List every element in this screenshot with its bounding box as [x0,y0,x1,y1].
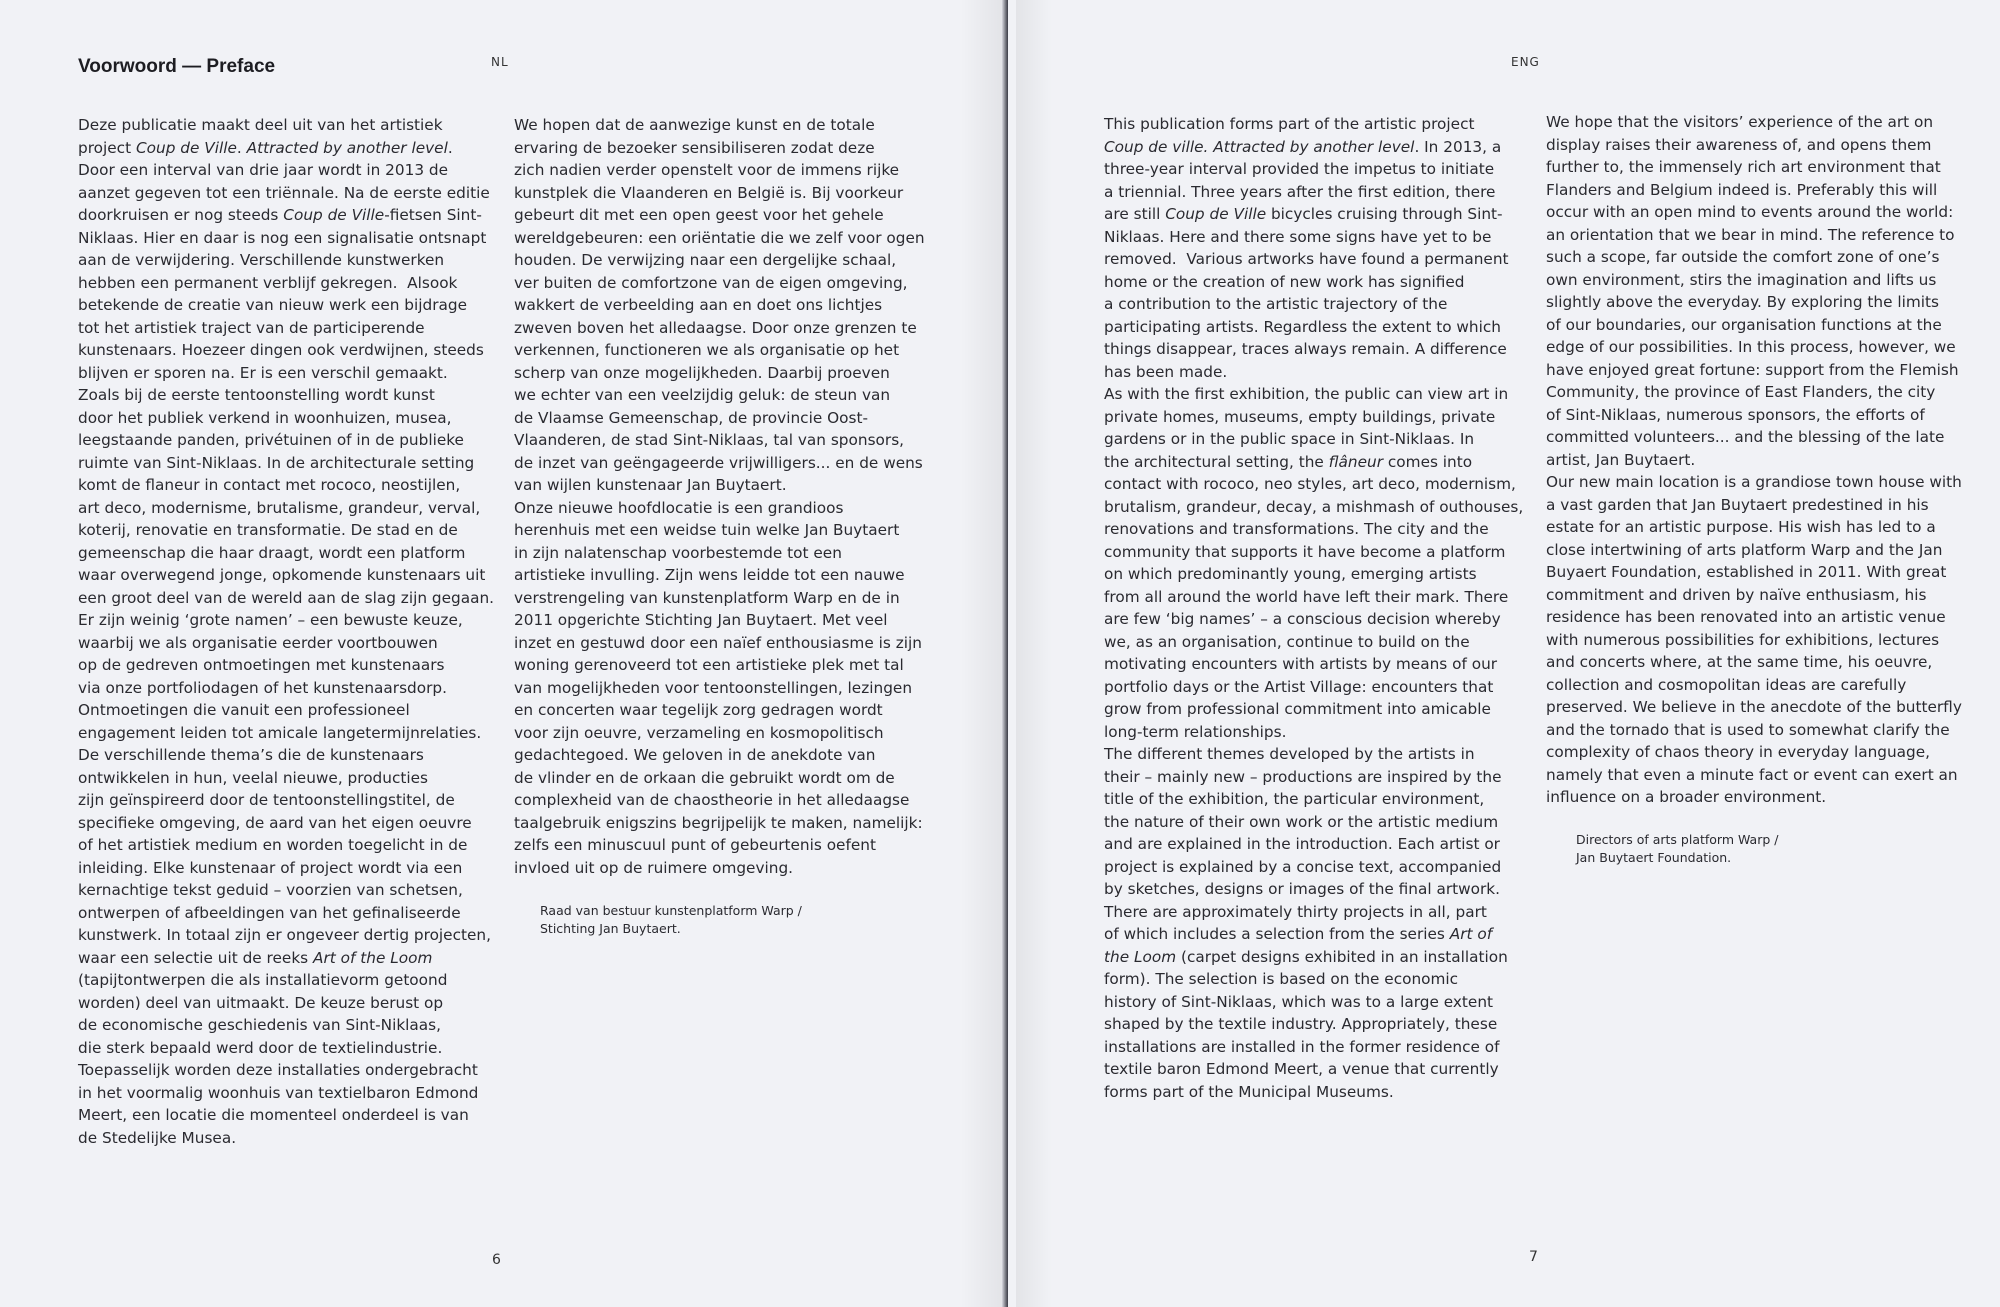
english-text-column-2: We hope that the visitors’ experience of the art on display raises their awareness of, and opens them further to, the immensely rich art environment that Flanders and Belgium indeed is. Preferably this will occur with an open mind to events around the world: an orientation that we bear in mind. The reference to such a scope, far outside the comfort zone of one’s own environment, stirs the imagination and lifts us slightly above the everyday. By exploring the limits of our boundaries, our organisation functions at the edge of our possibilities. In this process, however, we have enjoyed great fortune: support from the Flemish Community, the province of East Flanders, the city of Sint-Niklaas, numerous sponsors, the efforts of committed volunteers... and the blessing of the late artist, Jan Buytaert. Our new main location is a grandiose town house with a vast garden that Jan Buytaert predestined in his estate for an artistic purpose. His wish has led to a close intertwining of arts platform Warp and the Jan Buyaert Foundation, established in 2011. With great commitment and driven by naïve enthusiasm, his residence has been renovated into an artistic venue with numerous possibilities for exhibitions, lectures and concerts where, at the same time, his oeuvre, collection and cosmopolitan ideas are carefully preserved. We believe in the anecdote of the butterfly and the tornado that is used to somewhat clarify the complexity of chaos theory in everyday language, namely that even a minute fact or event can exert an influence on a broader environment. [1546,113,1962,806]
page-number-left: 6 [492,1252,501,1268]
dutch-text-column-1: Deze publicatie maakt deel uit van het artistiek project Coup de Ville. Attracted by another level. Door een interval van drie jaar wordt in 2013 de aanzet gegeven tot een triënnale. Na de eerste editie doorkruisen er nog steeds Coup de Ville-fietsen Sint- Niklaas. Hier en daar is nog een signalisatie ontsnapt aan de verwijdering. Verschillende kunstwerken hebben een permanent verblijf gekregen. Alsook betekende de creatie van nieuw werk een bijdrage tot het artistiek traject van de participerende kunstenaars. Hoezeer dingen ook verdwijnen, steeds blijven er sporen na. Er is een verschil gemaakt. Zoals bij de eerste tentoonstelling wordt kunst door het publiek verkend in woonhuizen, musea, leegstaande panden, privétuinen of in de publieke ruimte van Sint-Niklaas. In de architecturale setting komt de flaneur in contact met rococo, neostijlen, art deco, modernisme, brutalisme, grandeur, verval, koterij, renovatie en transformatie. De stad en de gemeenschap die haar draagt, wordt een platform waar overwegend jonge, opkomende kunstenaars uit een groot deel van de wereld aan de slag zijn gegaan. Er zijn weinig ‘grote namen’ – een bewuste keuze, waarbij we als organisatie eerder voortbouwen op de gedreven ontmoetingen met kunstenaars via onze portfoliodagen of het kunstenaarsdorp. Ontmoetingen die vanuit een professioneel engagement leiden tot amicale langetermijnrelaties. De verschillende thema’s die de kunstenaars ontwikkelen in hun, veelal nieuwe, producties zijn geïnspireerd door de tentoonstellingstitel, de specifieke omgeving, de aard van het eigen oeuvre of het artistiek medium en worden toegelicht in de inleiding. Elke kunstenaar of project wordt via een kernachtige tekst geduid – voorzien van schetsen, ontwerpen of afbeeldingen van het gefinaliseerde kunstwerk. In totaal zijn er ongeveer dertig projecten, waar een selectie uit de reeks Art of the Loom (tapijtontwerpen die als installatievorm getoond worden) deel van uitmaakt. De keuze berust op de economische geschiedenis van Sint-Niklaas, die sterk bepaald werd door de textielindustrie. Toepasselijk worden deze installaties ondergebracht in het voormalig woonhuis van textielbaron Edmond Meert, een locatie die momenteel onderdeel is van de Stedelijke Musea. [78,116,495,1147]
right-page [1008,0,2000,1307]
page-number-right: 7 [1529,1249,1538,1265]
language-label-eng: ENG [1511,55,1540,69]
english-text-column-1: This publication forms part of the artistic project Coup de ville. Attracted by another level. In 2013, a three-year interval provided the impetus to initiate a triennial. Three years after the first edition, there are still Coup de Ville bicycles cruising through Sint- Niklaas. Here and there some signs have yet to be removed. Various artworks have found a permanent home or the creation of new work has signified a contribution to the artistic trajectory of the participating artists. Regardless the extent to which things disappear, traces always remain. A difference has been made. As with the first exhibition, the public can view art in private homes, museums, empty buildings, private gardens or in the public space in Sint-Niklaas. In the architectural setting, the flâneur comes into contact with rococo, neo styles, art deco, modernism, brutalism, grandeur, decay, a mishmash of outhouses, renovations and transformations. The city and the community that supports it have become a platform on which predominantly young, emerging artists from all around the world have left their mark. There are few ‘big names’ – a conscious decision whereby we, as an organisation, continue to build on the motivating encounters with artists by means of our portfolio days or the Artist Village: encounters that grow from professional commitment into amicable long-term relationships. The different themes developed by the artists in their – mainly new – productions are inspired by the title of the exhibition, the particular environment, the nature of their own work or the artistic medium and are explained in the introduction. Each artist or project is explained by a concise text, accompanied by sketches, designs or images of the final artwork. There are approximately thirty projects in all, part of which includes a selection from the series Art of the Loom (carpet designs exhibited in an installation form). The selection is based on the economic history of Sint-Niklaas, which was to a large extent shaped by the textile industry. Appropriately, these installations are installed in the former residence of textile baron Edmond Meert, a venue that currently forms part of the Municipal Museums. [1104,115,1524,1101]
dutch-signature: Raad van bestuur kunstenplatform Warp / Stichting Jan Buytaert. [540,903,802,936]
dutch-text-column-2: We hopen dat de aanwezige kunst en de totale ervaring de bezoeker sensibiliseren zodat deze zich nadien verder openstelt voor de immens rijke kunstplek die Vlaanderen en België is. Bij voorkeur gebeurt dit met een open geest voor het gehele wereldgebeuren: een oriëntatie die we zelf voor ogen houden. De verwijzing naar een dergelijke schaal, ver buiten de comfortzone van de eigen omgeving, wakkert de verbeelding aan en doet ons lichtjes zweven boven het alledaagse. Door onze grenzen te verkennen, functioneren we als organisatie op het scherp van onze mogelijkheden. Daarbij proeven we echter van een veelzijdig geluk: de steun van de Vlaamse Gemeenschap, de provincie Oost- Vlaanderen, de stad Sint-Niklaas, tal van sponsors, de inzet van geëngageerde vrijwilligers... en de wens van wijlen kunstenaar Jan Buytaert. Onze nieuwe hoofdlocatie is een grandioos herenhuis met een weidse tuin welke Jan Buytaert in zijn nalatenschap voorbestemde tot een artistieke invulling. Zijn wens leidde tot een nauwe verstrengeling van kunstenplatform Warp en de in 2011 opgerichte Stichting Jan Buytaert. Met veel inzet en gestuwd door een naïef enthousiasme is zijn woning gerenoveerd tot een artistieke plek met tal van mogelijkheden voor tentoonstellingen, lezingen en concerten waar tegelijk zorg gedragen wordt voor zijn oeuvre, verzameling en kosmopolitisch gedachtegoed. We geloven in de anekdote van de vlinder en de orkaan die gebruikt wordt om de complexheid van de chaostheorie in het alledaagse taalgebruik enigszins begrijpelijk te maken, namelijk: zelfs een minuscuul punt of gebeurtenis oefent invloed uit op de ruimere omgeving. [514,116,925,877]
spine-shadow-right [1016,0,1052,1307]
page-title: Voorwoord — Preface [78,56,276,77]
language-label-nl: NL [491,55,509,69]
spine-shadow-left [960,0,1002,1307]
english-signature: Directors of arts platform Warp / Jan Buytaert Foundation. [1576,832,1779,865]
